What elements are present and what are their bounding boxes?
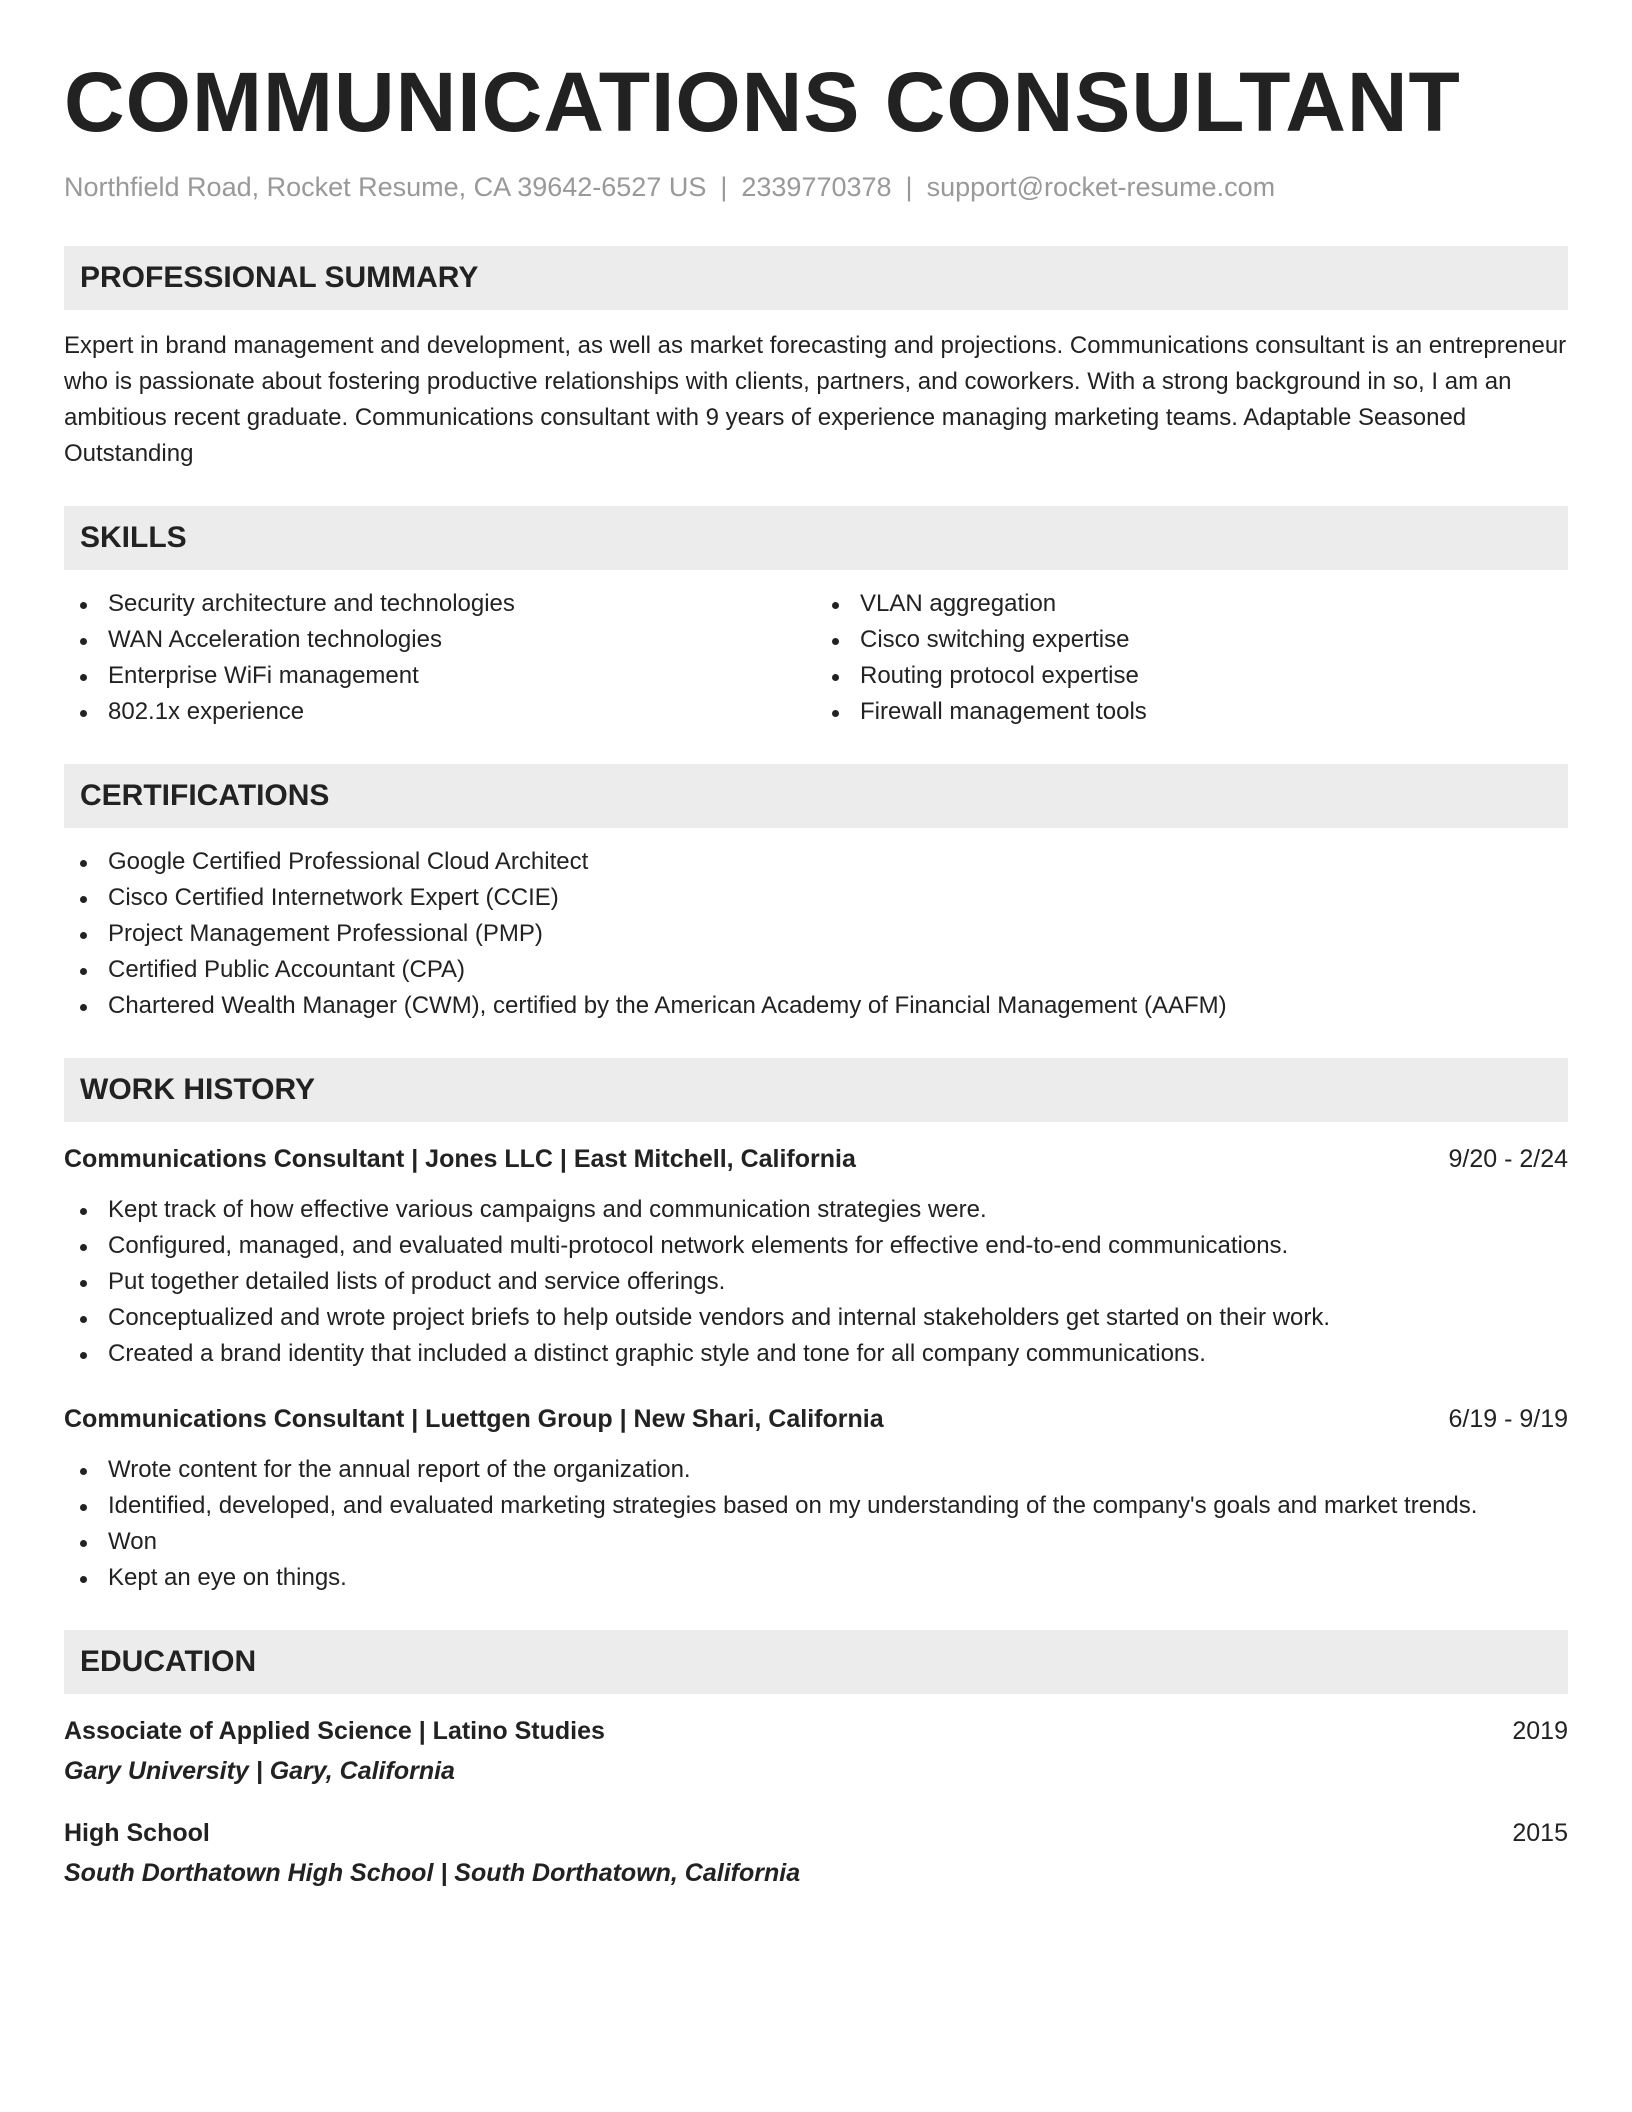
skills-grid	[64, 570, 1568, 730]
job-bullet: Identified, developed, and evaluated marketing strategies based on my understanding of the company's goals and market trends.	[64, 1488, 1568, 1524]
skill-item: WAN Acceleration technologies	[64, 622, 816, 658]
skills-list-right	[816, 586, 1568, 730]
job-bullet: Conceptualized and wrote project briefs to help outside vendors and internal stakeholders get started on their work.	[64, 1300, 1568, 1336]
skill-item: Security architecture and technologies	[64, 586, 816, 622]
skills-list-left	[64, 586, 816, 730]
job-date: 6/19 - 9/19	[1448, 1405, 1568, 1433]
education-degree: High School	[64, 1819, 210, 1847]
certifications-list	[64, 844, 1568, 1024]
certification-item: Chartered Wealth Manager (CWM), certified by the American Academy of Financial Management (AAFM)	[64, 988, 1568, 1024]
job-bullets	[64, 1192, 1568, 1372]
certifications-heading: CERTIFICATIONS	[64, 764, 1568, 828]
job-bullet: Won	[64, 1524, 1568, 1560]
job-title: Communications Consultant | Jones LLC | East Mitchell, California	[64, 1145, 856, 1173]
certification-item: Project Management Professional (PMP)	[64, 916, 1568, 952]
education-heading: EDUCATION	[64, 1630, 1568, 1694]
job-bullets	[64, 1452, 1568, 1596]
certification-item: Certified Public Accountant (CPA)	[64, 952, 1568, 988]
education-header	[64, 1816, 1568, 1850]
summary-heading: PROFESSIONAL SUMMARY	[64, 246, 1568, 310]
job-header	[64, 1142, 1568, 1176]
skill-item: VLAN aggregation	[816, 586, 1568, 622]
contact-address: Northfield Road, Rocket Resume, CA 39642-6527 US	[64, 172, 707, 202]
job-bullet: Put together detailed lists of product and service offerings.	[64, 1264, 1568, 1300]
contact-separator: |	[720, 172, 728, 202]
education-header	[64, 1714, 1568, 1748]
skill-item: Enterprise WiFi management	[64, 658, 816, 694]
job-bullet: Kept an eye on things.	[64, 1560, 1568, 1596]
contact-email: support@rocket-resume.com	[926, 172, 1276, 202]
education-year: 2015	[1512, 1819, 1568, 1847]
candidate-name: COMMUNICATIONS CONSULTANT	[64, 55, 1461, 149]
contact-phone: 2339770378	[741, 172, 892, 202]
job-bullet: Kept track of how effective various campaigns and communication strategies were.	[64, 1192, 1568, 1228]
work-history-heading: WORK HISTORY	[64, 1058, 1568, 1122]
job-title: Communications Consultant | Luettgen Group | New Shari, California	[64, 1405, 884, 1433]
skill-item: Firewall management tools	[816, 694, 1568, 730]
skill-item: 802.1x experience	[64, 694, 816, 730]
certification-item: Cisco Certified Internetwork Expert (CCIE)	[64, 880, 1568, 916]
skills-heading: SKILLS	[64, 506, 1568, 570]
education-degree: Associate of Applied Science | Latino Studies	[64, 1717, 605, 1745]
job-bullet: Created a brand identity that included a distinct graphic style and tone for all company communications.	[64, 1336, 1568, 1372]
job-bullet: Configured, managed, and evaluated multi-protocol network elements for effective end-to-end communications.	[64, 1228, 1568, 1264]
summary-text: Expert in brand management and development, as well as market forecasting and projections. Communications consultant is an entrepreneur who is passionate about fostering productive relationships with clients, partners, and coworkers. With a strong background in so, I am an ambitious recent graduate. Communications consultant with 9 years of experience managing marketing teams. Adaptable Seasoned Outstanding	[64, 332, 1567, 467]
job-date: 9/20 - 2/24	[1448, 1145, 1568, 1173]
job-header	[64, 1402, 1568, 1436]
skill-item: Cisco switching expertise	[816, 622, 1568, 658]
contact-separator: |	[905, 172, 913, 202]
education-school: South Dorthatown High School | South Dorthatown, California	[64, 1859, 801, 1887]
job-bullet: Wrote content for the annual report of the organization.	[64, 1452, 1568, 1488]
skill-item: Routing protocol expertise	[816, 658, 1568, 694]
certification-item: Google Certified Professional Cloud Architect	[64, 844, 1568, 880]
education-year: 2019	[1512, 1717, 1568, 1745]
contact-line	[64, 170, 1568, 204]
education-school: Gary University | Gary, California	[64, 1757, 455, 1785]
